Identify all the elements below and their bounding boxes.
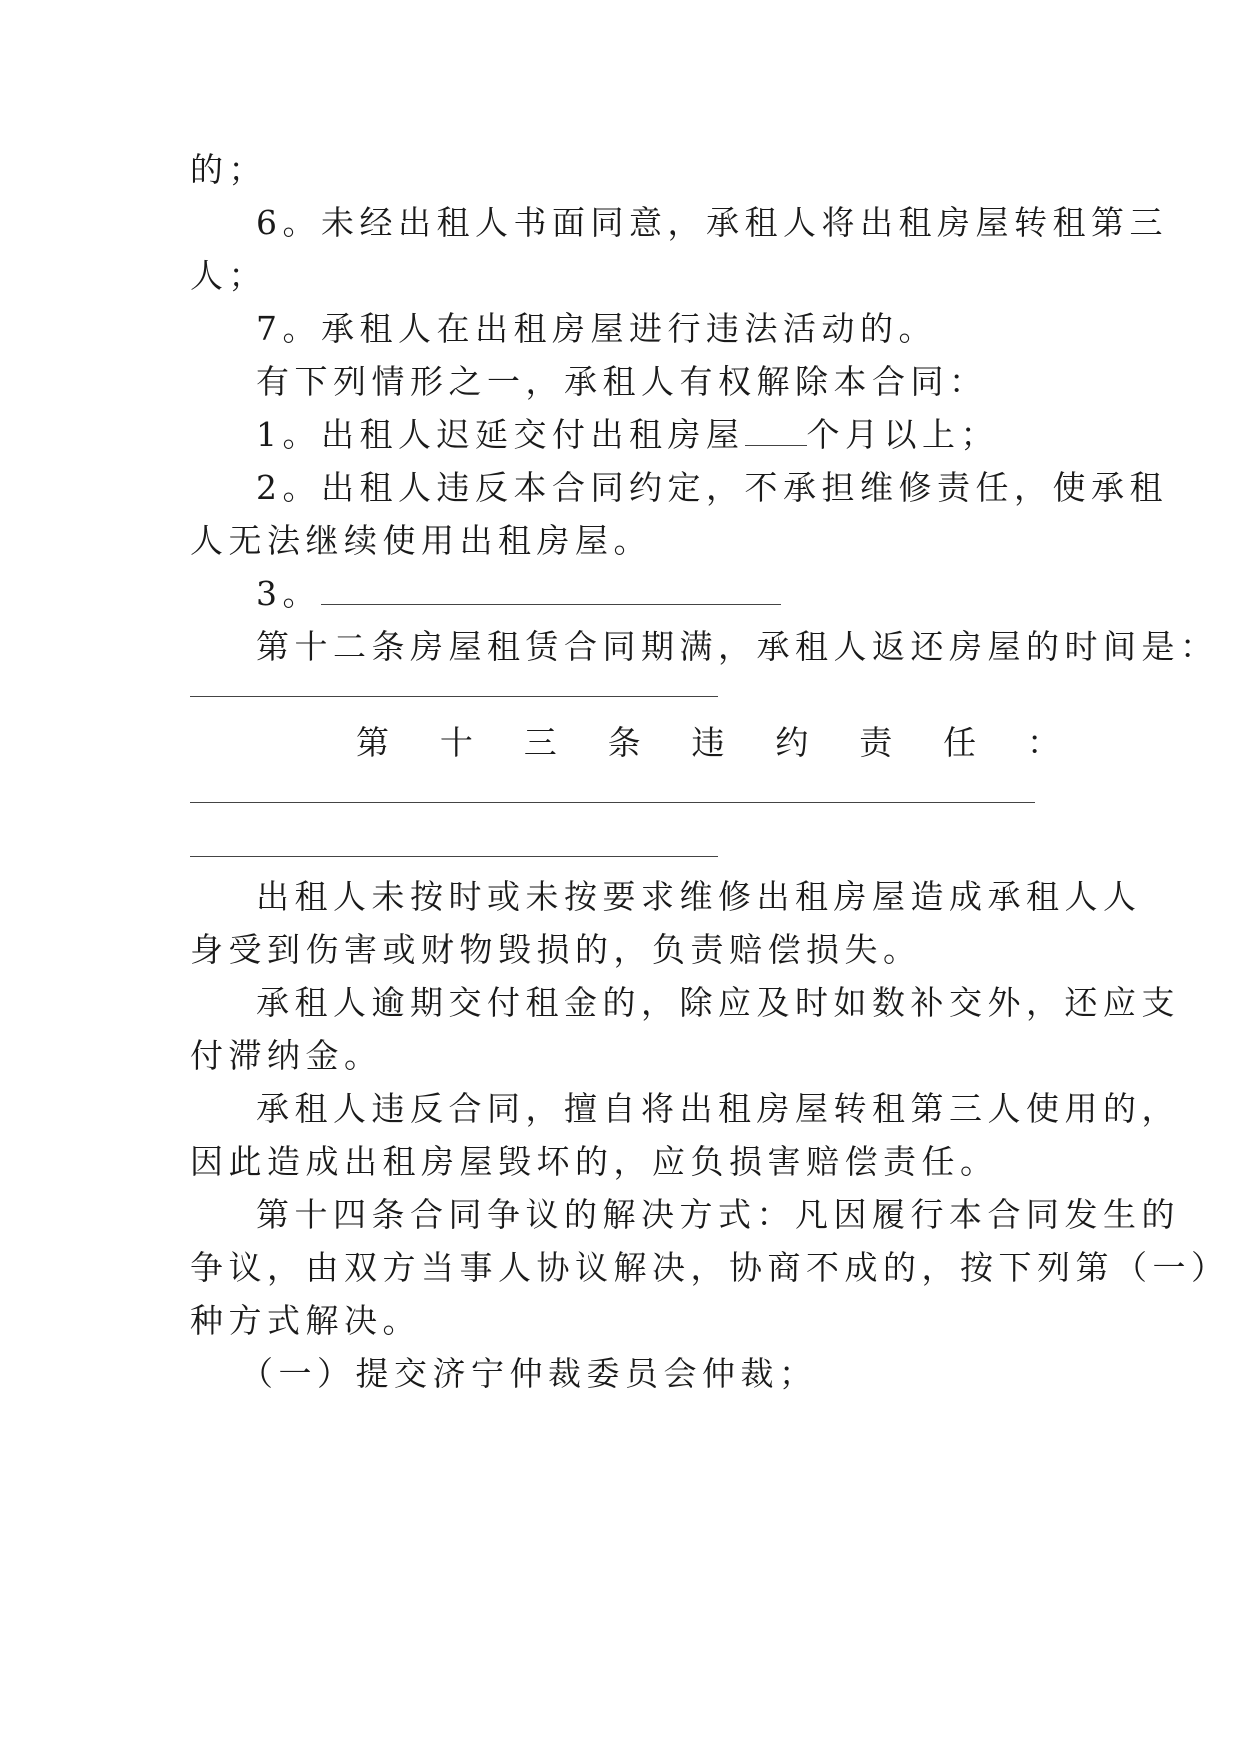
blank-line (190, 856, 718, 857)
liability-late-rent: 承租人逾期交付租金的，除应及时如数补交外，还应支 (256, 983, 1180, 1022)
article-14: 第十四条合同争议的解决方式：凡因履行本合同发生的 (256, 1195, 1180, 1234)
tenant-termination-heading: 有下列情形之一，承租人有权解除本合同： (256, 362, 988, 401)
heading-char: 约 (775, 723, 809, 762)
article-12: 第十二条房屋租赁合同期满，承租人返还房屋的时间是： (256, 627, 1219, 666)
tenant-clause-3 (256, 574, 1060, 614)
tenant-clause-3-label: 3。 (256, 574, 321, 613)
text-line: 的； (190, 150, 267, 189)
heading-char: 责 (859, 723, 893, 762)
blank-field (745, 415, 807, 446)
blank-line (190, 802, 1035, 803)
heading-char: 三 (523, 723, 557, 762)
tenant-clause-1-tail: 个月以上； (806, 415, 999, 454)
heading-char: 第 (356, 723, 389, 762)
text-line: 种方式解决。 (190, 1301, 421, 1340)
heading-char: 违 (691, 723, 725, 762)
text-line: 人无法继续使用出租房屋。 (190, 521, 652, 560)
text-line: 争议，由双方当事人协议解决，协商不成的，按下列第（一） (190, 1248, 1230, 1287)
blank-line (190, 696, 718, 697)
heading-char: 十 (439, 723, 473, 762)
tenant-clause-2: 2。出租人违反本合同约定，不承担维修责任，使承租 (256, 468, 1168, 507)
heading-char: 任 (943, 723, 977, 762)
dispute-option-1: （一）提交济宁仲裁委员会仲裁； (240, 1354, 818, 1393)
blank-field (321, 574, 781, 605)
heading-char: 条 (607, 723, 641, 762)
text-line: 人； (190, 256, 267, 295)
text-line: 因此造成出租房屋毁坏的，应负损害赔偿责任。 (190, 1142, 999, 1181)
tenant-clause-1-text: 1。出租人迟延交付出租房屋 (256, 415, 745, 454)
heading-char: ： (1027, 723, 1060, 762)
liability-sublet: 承租人违反合同，擅自将出租房屋转租第三人使用的， (256, 1089, 1180, 1128)
tenant-clause-1 (256, 415, 1060, 455)
text-line: 身受到伤害或财物毁损的，负责赔偿损失。 (190, 930, 922, 969)
liability-landlord: 出租人未按时或未按要求维修出租房屋造成承租人人 (256, 877, 1142, 916)
article-13-heading (256, 723, 1060, 763)
clause-7: 7。承租人在出租房屋进行违法活动的。 (256, 309, 937, 348)
clause-6: 6。未经出租人书面同意，承租人将出租房屋转租第三 (256, 203, 1168, 242)
text-line: 付滞纳金。 (190, 1036, 383, 1075)
